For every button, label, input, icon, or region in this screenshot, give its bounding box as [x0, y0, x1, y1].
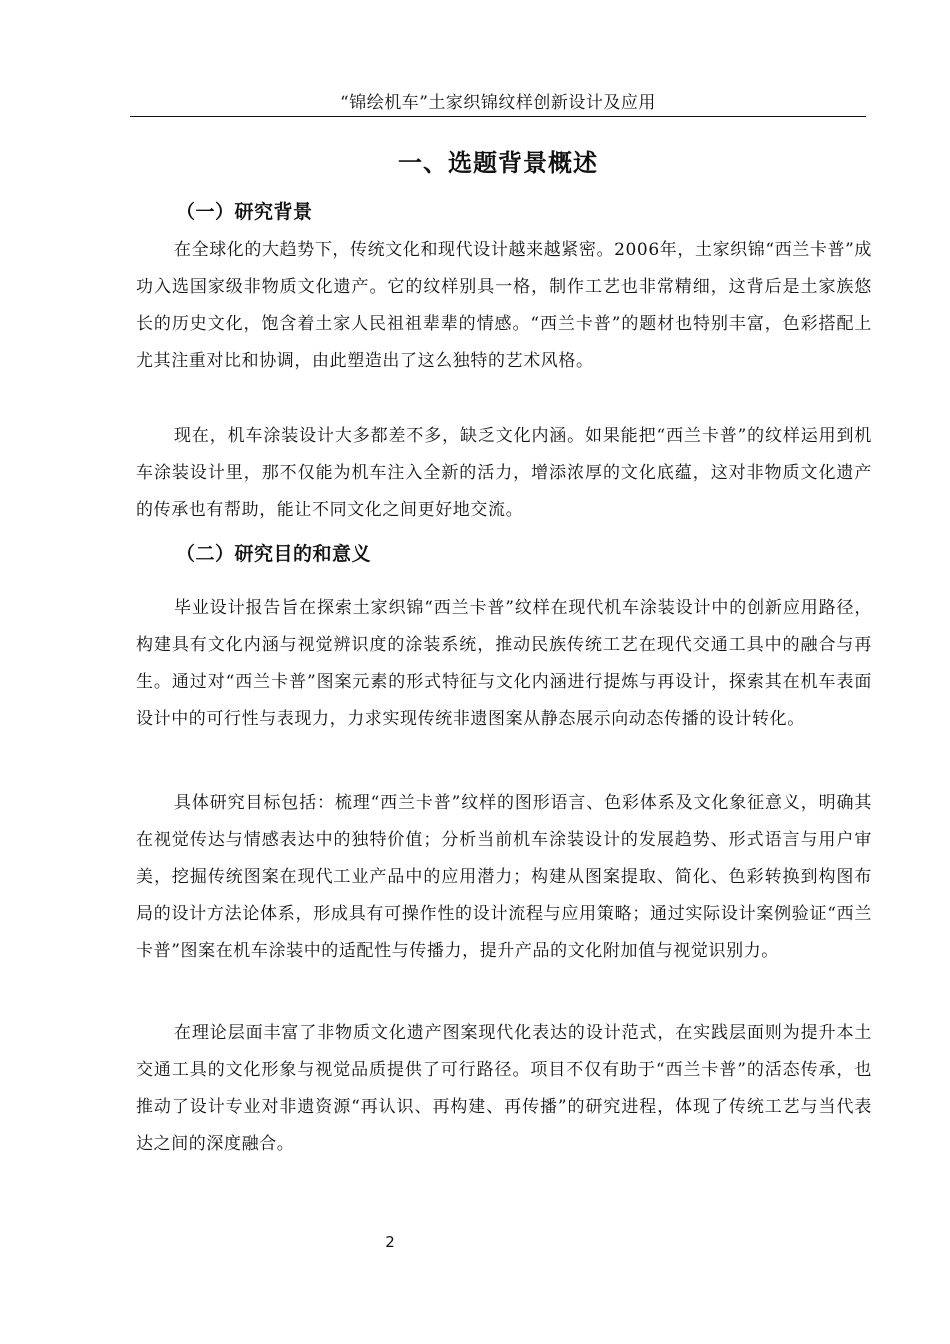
- paragraph: 现在，机车涂装设计大多都差不多，缺乏文化内涵。如果能把“西兰卡普”的纹样运用到机车涂装设计里，那不仅能为机车注入全新的活力，增添浓厚的文化底蕴，这对非物质文化遗产的传承也有帮助，能让不同文化之间更好地交流。: [136, 426, 872, 520]
- paragraph: 在全球化的大趋势下，传统文化和现代设计越来越紧密。2006年，土家织锦“西兰卡普”成功入选国家级非物质文化遗产。它的纹样别具一格，制作工艺也非常精细，这背后是土家族悠长的历史文化，饱含着土家人民祖祖辈辈的情感。“西兰卡普”的题材也特别丰富，色彩搭配上尤其注重对比和协调，由此塑造出了这么独特的艺术风格。: [136, 240, 872, 371]
- section-heading-research-purpose: （二）研究目的和意义: [176, 543, 372, 565]
- paragraph: 具体研究目标包括：梳理“西兰卡普”纹样的图形语言、色彩体系及文化象征意义，明确其在视觉传达与情感表达中的独特价值；分析当前机车涂装设计的发展趋势、形式语言与用户审美，挖掘传统图案在现代工业产品中的应用潜力；构建从图案提取、简化、色彩转换到构图布局的设计方法论体系，形成具有可操作性的设计流程与应用策略；通过实际设计案例验证“西兰卡普”图案在机车涂装中的适配性与传播力，提升产品的文化附加值与视觉识别力。: [136, 793, 872, 961]
- page-number: 2: [385, 1233, 395, 1251]
- section-heading-research-background: （一）研究背景: [176, 201, 313, 223]
- paragraph: 毕业设计报告旨在探索土家织锦“西兰卡普”纹样在现代机车涂装设计中的创新应用路径，构建具有文化内涵与视觉辨识度的涂装系统，推动民族传统工艺在现代交通工具中的融合与再生。通过对“西兰卡普”图案元素的形式特征与文化内涵进行提炼与再设计，探索其在机车表面设计中的可行性与表现力，力求实现传统非遗图案从静态展示向动态传播的设计转化。: [136, 598, 872, 729]
- header-rule: [130, 116, 866, 117]
- paragraph: 在理论层面丰富了非物质文化遗产图案现代化表达的设计范式，在实践层面则为提升本土交通工具的文化形象与视觉品质提供了可行路径。项目不仅有助于“西兰卡普”的活态传承，也推动了设计专业对非遗资源“再认识、再构建、再传播”的研究进程，体现了传统工艺与当代表达之间的深度融合。: [136, 1023, 872, 1154]
- chapter-title: 一、选题背景概述: [398, 149, 598, 177]
- running-header: “锦绘机车”土家织锦纹样创新设计及应用: [340, 93, 656, 113]
